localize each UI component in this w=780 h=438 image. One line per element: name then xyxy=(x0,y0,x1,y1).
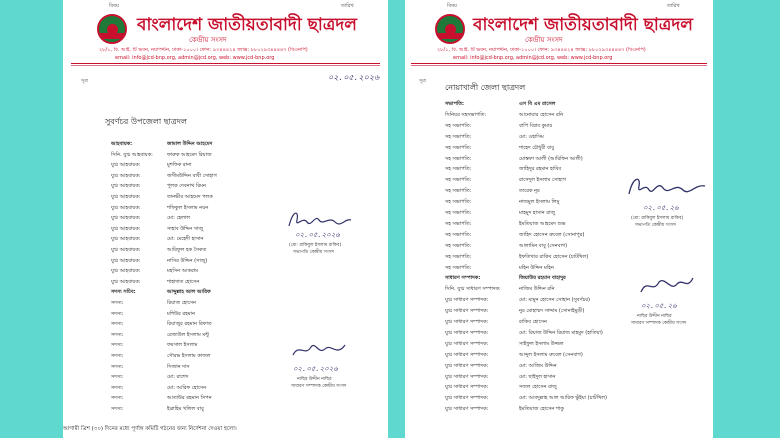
signature-1-title: সভাপতি কেন্দ্রীয় সংসদ xyxy=(635,223,677,228)
member-name: মো: রাশেদ xyxy=(167,374,189,381)
ref-label: সূত্র xyxy=(81,78,88,84)
subject-label: বিষয় xyxy=(109,3,119,9)
list-item xyxy=(111,353,271,364)
signature-1-date: ০২.০৫.২০২৬ xyxy=(295,231,340,239)
member-name: তানভীর আহমেদ পলক xyxy=(167,194,213,200)
list-item xyxy=(111,289,271,300)
role-label: যুগ্ম সাধারণ সম্পাদক: xyxy=(445,395,489,402)
role-label: যুগ্ম আহবায়ক: xyxy=(111,268,141,275)
list-item xyxy=(111,300,271,311)
role-label: যুগ্ম আহবায়ক: xyxy=(111,204,141,211)
role-label: সদস্য: xyxy=(111,300,124,306)
member-name: রাসেদুল ইসলাম সোহাগ xyxy=(519,177,567,184)
member-name: তারেক নূর xyxy=(519,188,540,195)
member-name: রিয়াজ হোসেন xyxy=(167,300,197,306)
role-label: সহ সভাপতি: xyxy=(445,122,472,129)
member-name: সাইফুল ইসলাম উজ্জল xyxy=(519,340,564,347)
list-item xyxy=(445,384,630,395)
role-label: যুগ্ম সাধারণ সম্পাদক: xyxy=(445,362,489,369)
address: ২৮/১, বি. আই. টি ভবন, নয়াপল্টন, ঢাকা-১০০০। ফোন: ৯৩৪৪৪২৪ ফ্যাক্স: ৮৮০২৯৩৪৪৪৪৭ (বিএনপি) xyxy=(437,47,646,53)
list-item xyxy=(445,286,630,297)
footer-note: আগামী ত্রিশ (৩০) দিনের মধ্যে পূর্ণাঙ্গ কমিটি গঠনের জন্য নির্দেশনা দেওয়া হলো। xyxy=(63,426,237,432)
member-name: আরিফুল হক সৈকত xyxy=(167,247,207,253)
role-label: যুগ্ম আহবায়ক: xyxy=(111,215,141,222)
member-name: মো: ছাইদুল হাসান xyxy=(519,373,556,380)
committee-heading: নোয়াখালী জেলা ছাত্রদল xyxy=(445,83,526,92)
list-item xyxy=(445,112,630,123)
member-name: আলামিন বাবু (সেনবাগ) xyxy=(519,242,568,249)
list-item xyxy=(111,385,271,396)
role-label: সহ সভাপতি: xyxy=(445,199,472,206)
role-label: যুগ্ম সাধারণ সম্পাদক: xyxy=(445,297,489,304)
date-label: তারিখ xyxy=(341,3,354,9)
member-name: ইমতিয়াজ হোসেন শাকু xyxy=(519,406,564,413)
list-item xyxy=(111,162,271,173)
member-name: মো: আজিম উদ্দিন xyxy=(519,362,557,369)
list-item xyxy=(111,279,271,290)
list-item xyxy=(445,221,630,232)
member-name: শফিকুল ইসলাম নয়ন xyxy=(167,204,209,211)
member-name: রেজাউল ইসলাম মন্টু xyxy=(167,331,210,338)
list-item xyxy=(111,183,271,194)
org-subtitle: কেন্দ্রীয় সংসদ xyxy=(525,36,563,44)
role-label: যুগ্ম আহবায়ক: xyxy=(111,236,141,243)
role-label: সহ সভাপতি: xyxy=(445,166,472,173)
role-label: সিনিয়র সহসভাপতি: xyxy=(445,111,487,118)
member-name: মশিউর রহমান xyxy=(167,310,195,317)
list-item xyxy=(445,395,630,406)
role-label: সদস্য: xyxy=(111,310,124,317)
list-item xyxy=(111,152,271,163)
right-document xyxy=(405,0,713,438)
list-item xyxy=(111,247,271,258)
signature-2-title: সাধারণ সম্পাদক কেন্দ্রীয় সংসদ xyxy=(631,321,687,326)
role-label: সহ সভাপতি: xyxy=(445,177,472,184)
divider xyxy=(71,63,380,64)
member-name: মো: মামুন হোসেন সোহান (সুবর্ণচর) xyxy=(519,297,590,304)
list-item xyxy=(445,166,630,177)
role-label: সিনি. যুগ্ম আহবায়ক: xyxy=(111,151,153,158)
signature-2-date: ০২.০৫.২৬ xyxy=(641,302,677,310)
list-item xyxy=(445,352,630,363)
member-name: বাপি বিপ্লব কুমার xyxy=(519,122,553,129)
party-logo xyxy=(435,14,465,44)
role-label: সাধারণ সম্পাদক: xyxy=(445,275,481,282)
list-item xyxy=(111,321,271,332)
list-item xyxy=(111,268,271,279)
member-name: সজল হোসেন রাজু xyxy=(519,384,557,391)
left-document xyxy=(63,0,388,438)
list-item xyxy=(111,342,271,353)
list-item xyxy=(445,101,630,112)
issue-date: ০২.০৫.২০২৬ xyxy=(328,73,380,82)
member-name: ইব্রাহিম খলিল বাবু xyxy=(167,406,204,412)
role-label: যুগ্ম আহবায়ক: xyxy=(111,183,141,190)
list-item xyxy=(445,156,630,167)
member-name: সাহাব উদ্দিন সাজু xyxy=(167,225,204,232)
member-name: মো: মেহেদী হাসান xyxy=(167,236,204,243)
role-label: সহ সভাপতি: xyxy=(445,231,472,238)
org-title: বাংলাদেশ জাতীয়তাবাদী ছাত্রদল xyxy=(473,15,693,35)
email-line: email: info@jcd-bnp.org, admin@jcd.org, web: www.jcd-bnp.org xyxy=(453,55,613,61)
member-name: মহিন উদ্দিন মহিন xyxy=(519,264,554,271)
member-name: রাকিব হোসেন xyxy=(519,319,547,325)
signature-1 xyxy=(625,172,709,204)
list-item xyxy=(445,243,630,254)
role-label: যুগ্ম আহবায়ক: xyxy=(111,278,141,285)
role-label: যুগ্ম সাধারণ সম্পাদক: xyxy=(445,406,489,413)
list-item xyxy=(111,395,271,406)
org-subtitle: কেন্দ্রীয় সংসদ xyxy=(189,36,227,44)
member-name: নাজিম উদ্দিন রনি xyxy=(519,286,555,293)
list-item xyxy=(111,236,271,247)
list-item xyxy=(111,205,271,216)
member-name: আতাউর রহমান সিপন xyxy=(167,395,212,402)
list-item xyxy=(445,330,630,341)
member-name: মোস্তফা আলী (আরিফিন আলী) xyxy=(519,155,583,162)
role-label: সভাপতি: xyxy=(445,101,465,107)
list-item xyxy=(445,254,630,265)
member-name: রিয়াজুর রহমান রিফাত xyxy=(167,321,212,328)
ref-label: সূত্র xyxy=(419,78,426,84)
signature-1-date: ০২.০৫.২৬ xyxy=(643,204,679,212)
list-item xyxy=(445,210,630,221)
role-label: সহ সভাপতি: xyxy=(445,188,472,195)
list-item xyxy=(445,308,630,319)
list-item xyxy=(445,188,630,199)
member-name: জাহিদুর রহমান হাবিব xyxy=(519,166,562,173)
list-item xyxy=(445,232,630,243)
role-label: সহ সভাপতি: xyxy=(445,155,472,162)
subject-label: বিষয় xyxy=(447,3,457,9)
member-name: পুলক দেবনাথ রিমন xyxy=(167,183,206,190)
member-name: জসীমউদ্দিন বাবী সোহাগ xyxy=(167,172,217,179)
member-name: মো: আবদুল্লাহ আল আরিফ ভুঁইয়া (চাটখিল) xyxy=(519,395,607,402)
role-label: যুগ্ম সাধারণ সম্পাদক: xyxy=(445,351,489,358)
role-label: যুগ্ম আহবায়ক: xyxy=(111,162,141,169)
member-name: মো: রিয়াজ উদ্দিন রিয়াজ মাহমুদ (হাতিয়া) xyxy=(519,329,603,336)
list-item xyxy=(111,374,271,385)
role-label: সহ সভাপতি: xyxy=(445,133,472,140)
member-name: সৌরভ ইসলাম কাজল xyxy=(167,353,211,359)
signature-2-date: ০২.০৫.২০২৬ xyxy=(293,365,338,373)
role-label: সদস্য: xyxy=(111,374,124,381)
member-name: মাহমুদ হাসান রাজু xyxy=(519,210,555,216)
member-name: নাসির উদ্দিন (সাজু) xyxy=(167,257,208,264)
member-name: ফারুক আহমেদ রিয়াজ xyxy=(167,151,212,158)
role-label: যুগ্ম আহবায়ক: xyxy=(111,247,141,253)
member-name: আনোয়ার হোসেন রনি xyxy=(519,111,564,118)
list-item xyxy=(445,374,630,385)
list-item xyxy=(445,134,630,145)
member-name: ইফতিখার রাকিব হোসেন (চাটখিল) xyxy=(519,253,589,260)
member-name: আব্দুল ইসলাম রুবেল (সেনবাগ) xyxy=(519,351,583,358)
role-label: সদস্য সচিব: xyxy=(111,289,136,296)
divider-thin xyxy=(411,65,707,66)
role-label: যুগ্ম আহবায়ক: xyxy=(111,257,141,264)
party-logo xyxy=(97,14,127,44)
address: ২৮/১, বি. আই. টি ভবন, নয়াপল্টন, ঢাকা-১০০০। ফোন: ৯৩৪৪৪২৪ ফ্যাক্স: ৮৮০২৯৩৪৪৪৪৭ (বিএনপি) xyxy=(99,47,308,53)
member-name: আব্দুল্লাহ আল আরিফ xyxy=(167,289,211,296)
list-item xyxy=(445,406,630,417)
list-item xyxy=(111,141,271,152)
list-item xyxy=(445,177,630,188)
member-name: ইমতিয়াজ আহমেদ শুভ xyxy=(519,220,566,227)
member-name: মহসিন আকরাম xyxy=(167,268,199,275)
member-name: নাজমুল ইসলাম লিমু xyxy=(519,199,560,206)
list-item xyxy=(445,341,630,352)
member-name: মো: হেলাল xyxy=(167,215,191,222)
signature-1-name: (মো: রাকিবুল ইসলাম রাকিব) xyxy=(631,216,684,221)
signature-1-name: (মো: রাকিবুল ইসলাম রাকিব) xyxy=(289,243,342,248)
role-label: যুগ্ম সাধারণ সম্পাদক: xyxy=(445,340,489,347)
role-label: যুগ্ম সাধারণ সম্পাদক: xyxy=(445,384,489,391)
role-label: সহ সভাপতি: xyxy=(445,264,472,271)
role-label: সদস্য: xyxy=(111,331,124,338)
member-name: ফয়সাল ইসলাম xyxy=(167,342,198,349)
signature-2-title: সাধারণ সম্পাদক কেন্দ্রীয় সংসদ xyxy=(291,384,347,389)
role-label: সদস্য: xyxy=(111,363,124,370)
signature-1-title: সভাপতি কেন্দ্রীয় সংসদ xyxy=(293,250,335,255)
list-item xyxy=(111,194,271,205)
member-name: মো: ওহাসিম xyxy=(519,133,544,140)
role-label: যুগ্ম সাধারণ সম্পাদক: xyxy=(445,373,489,380)
role-label: সহ সভাপতি: xyxy=(445,242,472,249)
member-name: জাহিদ হোসেন রুবেল (সোনাপুর) xyxy=(519,231,585,238)
role-label: সদস্য: xyxy=(111,384,124,391)
member-name: জামাল উদ্দিন আহমেদ xyxy=(167,141,213,147)
member-name: মুশফিক রানা xyxy=(167,162,192,169)
role-label: সদস্য: xyxy=(111,395,124,402)
list-item xyxy=(111,332,271,343)
role-label: সদস্য: xyxy=(111,342,124,349)
role-label: সিনি. যুগ্ম সাধারণ সম্পাদক: xyxy=(445,286,501,293)
list-item xyxy=(111,258,271,269)
list-item xyxy=(445,199,630,210)
signature-2-scribble xyxy=(637,272,697,300)
member-name: সিজান দাস xyxy=(167,363,190,370)
role-label: যুগ্ম আহবায়ক: xyxy=(111,225,141,232)
list-item xyxy=(445,265,630,276)
role-label: যুগ্ম সাধারণ সম্পাদক: xyxy=(445,319,489,325)
committee-heading: সুবর্ণচর উপজেলা ছাত্রদল xyxy=(105,117,187,126)
member-name: জিয়াউর রহমান বাহাদুর xyxy=(519,275,566,282)
member-name: মো: আরিফ হোসেন xyxy=(167,384,207,391)
list-item xyxy=(445,145,630,156)
role-label: সদস্য: xyxy=(111,406,124,412)
signature-2-scribble xyxy=(289,337,349,363)
role-label: সহ সভাপতি: xyxy=(445,144,472,151)
role-label: সহ সভাপতি: xyxy=(445,210,472,216)
divider-thin xyxy=(71,65,380,66)
role-label: যুগ্ম আহবায়ক: xyxy=(111,194,141,200)
signature-2-name: নাছির উদ্দীন নাছির xyxy=(297,377,332,382)
signature-2-name: নাছির উদ্দীন নাছির xyxy=(637,314,672,319)
divider xyxy=(411,63,707,64)
member-name: শাহাদাত হোসেন xyxy=(167,278,200,285)
member-name: নুর মোহাম্মদ সাদ্দাম (সোনাইমুড়ী) xyxy=(519,308,585,315)
role-label: সহ সভাপতি: xyxy=(445,220,472,227)
date-label: তারিখ xyxy=(667,3,680,9)
email-line: email: info@jcd-bnp.org, admin@jcd.org, web: www.jcd-bnp.org xyxy=(115,55,275,61)
list-item xyxy=(445,363,630,374)
role-label: সদস্য: xyxy=(111,353,124,359)
org-title: বাংলাদেশ জাতীয়তাবাদী ছাত্রদল xyxy=(137,15,357,35)
list-item xyxy=(111,406,271,417)
list-item xyxy=(445,123,630,134)
role-label: আহবায়ক: xyxy=(111,141,133,147)
role-label: সহ সভাপতি: xyxy=(445,253,472,260)
role-label: যুগ্ম আহবায়ক: xyxy=(111,172,141,179)
signature-2 xyxy=(289,337,349,363)
member-name: শাহেদ চৌধুরী বাবু xyxy=(519,144,555,151)
role-label: যুগ্ম সাধারণ সম্পাদক: xyxy=(445,308,489,315)
list-item xyxy=(111,226,271,237)
list-item xyxy=(445,297,630,308)
list-item xyxy=(111,173,271,184)
member-name: এস বি এম রাসেল xyxy=(519,101,556,107)
role-label: যুগ্ম সাধারণ সম্পাদক: xyxy=(445,329,489,336)
list-item xyxy=(111,311,271,322)
signature-2 xyxy=(637,272,697,300)
role-label: সদস্য: xyxy=(111,321,124,328)
list-item xyxy=(111,215,271,226)
list-item xyxy=(111,364,271,375)
signature-1-scribble xyxy=(625,172,709,204)
list-item xyxy=(445,275,630,286)
list-item xyxy=(445,319,630,330)
